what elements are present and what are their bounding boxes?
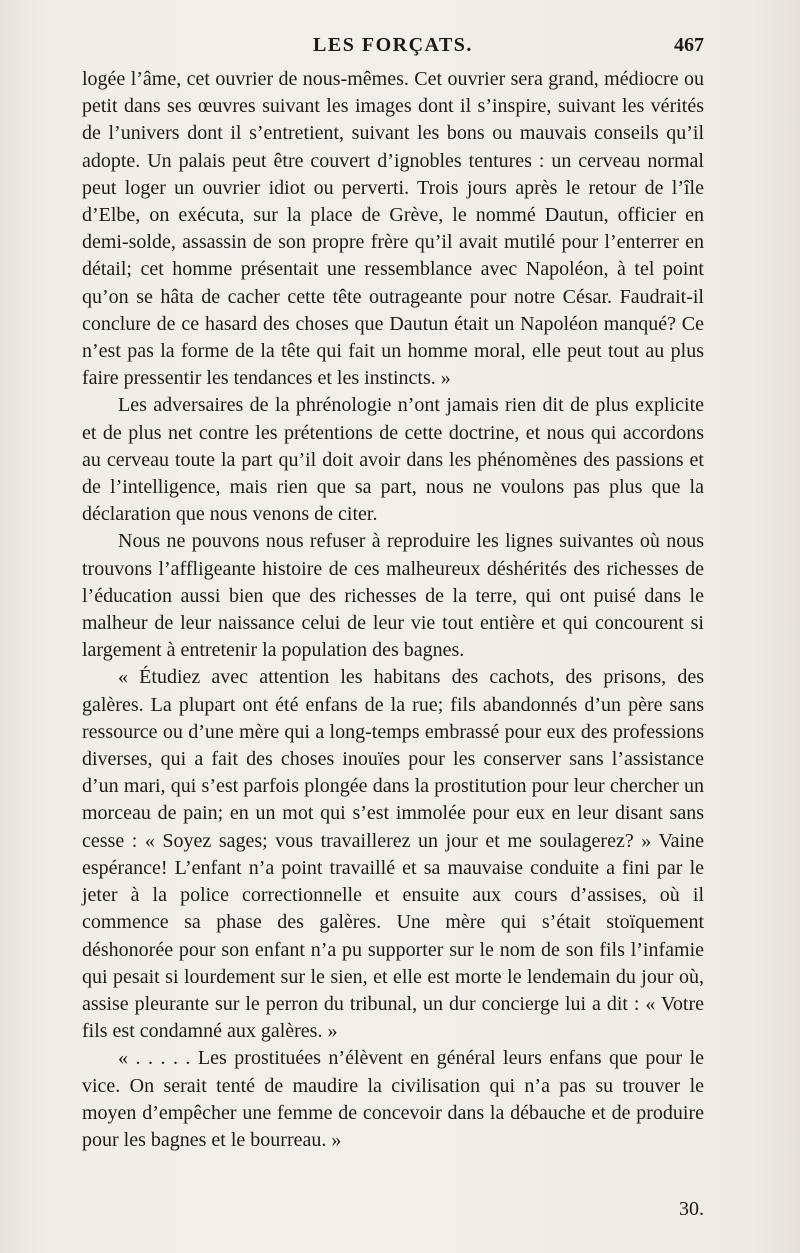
paragraph: « . . . . . Les prostituées n’élèvent en général leurs enfans que pour le vice. On serait tenté de maudire la civilisation qui n’a pas su trouver le moyen d’empêcher une femme de concevoir dans la débauche et de produire pour les bagnes et le bourreau. »	[82, 1047, 704, 1151]
body-text	[82, 66, 704, 1154]
page-header	[82, 28, 704, 62]
running-title: LES FORÇATS.	[313, 34, 473, 56]
paragraph: logée l’âme, cet ouvrier de nous-mêmes. Cet ouvrier sera grand, médiocre ou petit dans ses œuvres suivant les images dont il s’inspire, suivant les vérités de l’univers dont il s’entretient, suivant les bons ou mauvais conseils qu’il adopte. Un palais peut être couvert d’ignobles tentures : un cerveau normal peut loger un ouvrier idiot ou perverti. Trois jours après le retour de l’île d’Elbe, on exécuta, sur la place de Grève, le nommé Dautun, officier en demi-solde, assassin de son propre frère qu’il avait mutilé pour l’enterrer en détail; cet homme présentait une ressemblance avec Napoléon, à tel point qu’on se hâta de cacher cette tête outrageante pour notre César. Faudrait-il conclure de ce hasard des choses que Dautun était un Napoléon manqué? Ce n’est pas la forme de la tête qui fait un homme moral, elle peut tout au plus faire pressentir les tendances et les instincts. »	[82, 68, 704, 390]
paragraph: Nous ne pouvons nous refuser à reproduire les lignes suivantes où nous trouvons l’affligeante histoire de ces malheureux déshérités des richesses de l’éducation aussi bien que des richesses de la terre, qui ont puisé dans le malheur de leur naissance celui de leur vie tout entière et qui concourent si largement à entretenir la population des bagnes.	[82, 530, 704, 662]
paragraph: Les adversaires de la phrénologie n’ont jamais rien dit de plus explicite et de plus net contre les prétentions de cette doctrine, et nous qui accordons au cerveau toute la part qu’il doit avoir dans les phénomènes des passions et de l’intelligence, mais rien que sa part, nous ne voulons pas plus que la déclaration que nous venons de citer.	[82, 394, 704, 526]
paragraph: « Étudiez avec attention les habitans des cachots, des prisons, des galères. La plupart ont été enfans de la rue; fils abandonnés d’un père sans ressource ou d’une mère qui a long-temps embrassé pour eux des professions diverses, qui a fait des choses inouïes pour les conserver sans l’assistance d’un mari, qui s’est parfois plongée dans la prostitution pour leur chercher un morceau de pain; en un mot qui s’est immolée pour eux en leur disant sans cesse : « Soyez sages; vous travaillerez un jour et me soulagerez? » Vaine espérance! L’enfant n’a point travaillé et sa mauvaise conduite a fini par le jeter à la police correctionnelle et ensuite aux cours d’assises, où il commence sa phase des galères. Une mère qui s’était stoïquement déshonorée pour son enfant n’a pu supporter sur le nom de son fils l’infamie qui pesait si lourdement sur le sien, et elle est morte le lendemain du jour où, assise pleurante sur le perron du tribunal, un dur concierge lui a dit : « Votre fils est condamné aux galères. »	[82, 666, 704, 1043]
page-number: 467	[674, 34, 704, 56]
signature-mark: 30.	[679, 1198, 704, 1220]
